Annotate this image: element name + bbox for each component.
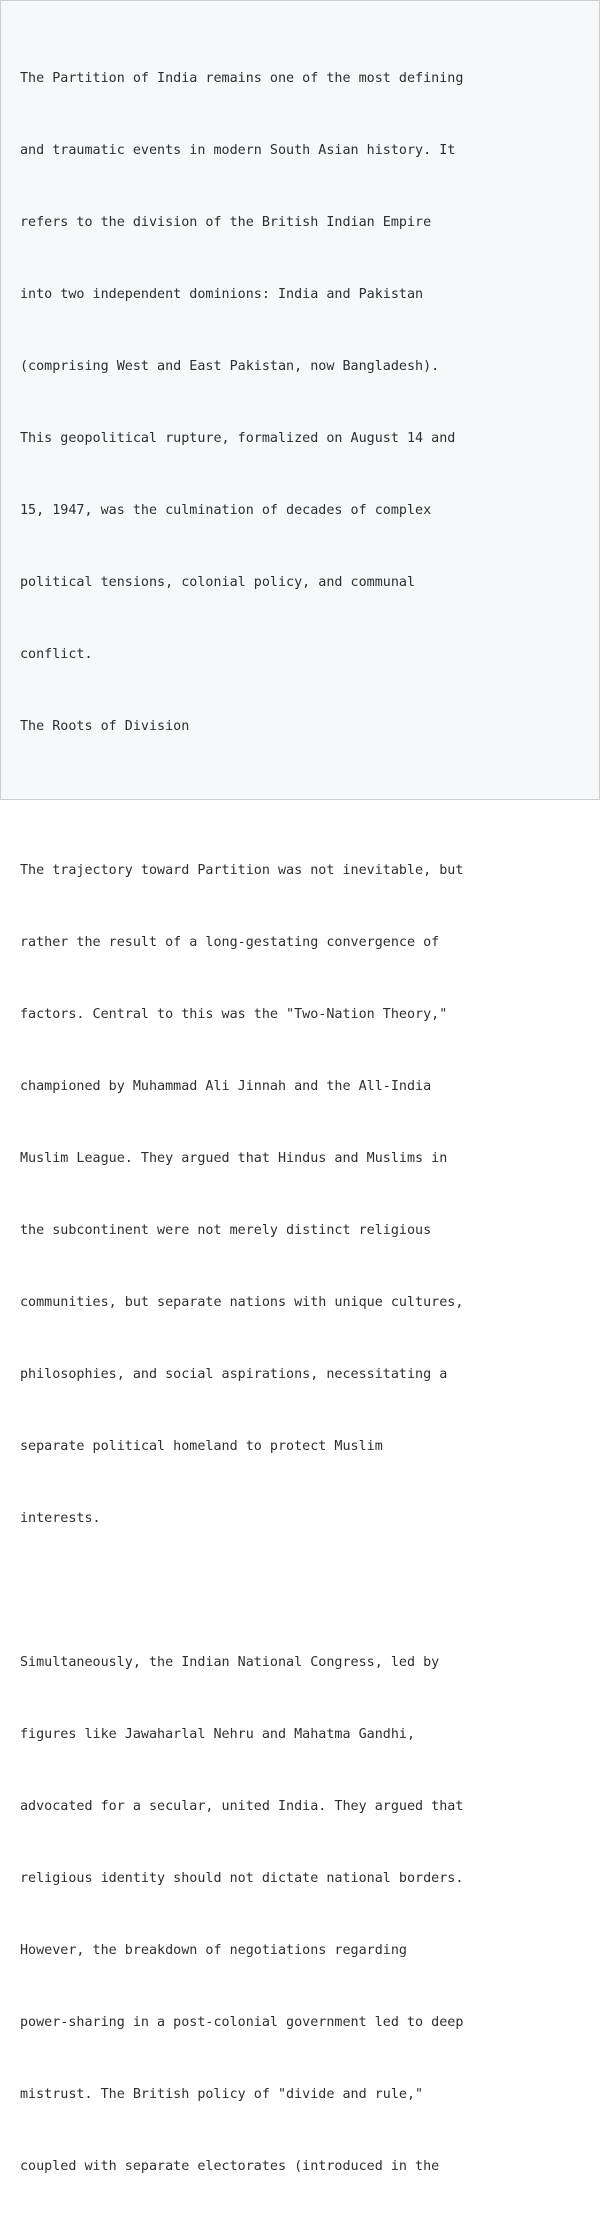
paragraph-line: advocated for a secular, united India. They argued that	[20, 1799, 464, 1814]
paragraph-line: religious identity should not dictate national borders.	[20, 1871, 464, 1886]
intro-line: political tensions, colonial policy, and communal	[20, 575, 416, 590]
intro-line: (comprising West and East Pakistan, now Bangladesh).	[20, 359, 440, 374]
paragraph-line: Simultaneously, the Indian National Congress, led by	[20, 1655, 440, 1670]
paragraph-line: interests.	[20, 1511, 101, 1526]
intro-line: This geopolitical rupture, formalized on August 14 and	[20, 431, 456, 446]
intro-line: refers to the division of the British Indian Empire	[20, 215, 432, 230]
paragraph-line: However, the breakdown of negotiations regarding	[20, 1943, 407, 1958]
paragraph-line: figures like Jawaharlal Nehru and Mahatma Gandhi,	[20, 1727, 416, 1742]
paragraph-line: The trajectory toward Partition was not inevitable, but	[20, 863, 464, 878]
paragraph-line: Muslim League. They argued that Hindus and Muslims in	[20, 1151, 448, 1166]
paragraph-line: power-sharing in a post-colonial government led to deep	[20, 2015, 464, 2030]
paragraph-line: rather the result of a long-gestating convergence of	[20, 935, 440, 950]
blank-line	[20, 787, 580, 811]
paragraph-line: the subcontinent were not merely distinct religious	[20, 1223, 432, 1238]
paragraph-line: mistrust. The British policy of "divide and rule,"	[20, 2087, 424, 2102]
document-body	[20, 19, 580, 2227]
section-heading: The Roots of Division	[20, 719, 190, 734]
paragraph-line: coupled with separate electorates (introduced in the	[20, 2159, 440, 2174]
intro-line: conflict.	[20, 647, 93, 662]
paragraph-line: philosophies, and social aspirations, necessitating a	[20, 1367, 448, 1382]
paragraph-line: factors. Central to this was the "Two-Nation Theory,"	[20, 1007, 448, 1022]
blank-line	[20, 1579, 580, 1603]
paragraph-line: championed by Muhammad Ali Jinnah and the All-India	[20, 1079, 432, 1094]
intro-line: into two independent dominions: India and Pakistan	[20, 287, 424, 302]
intro-line: 15, 1947, was the culmination of decades of complex	[20, 503, 432, 518]
paragraph-line: separate political homeland to protect Muslim	[20, 1439, 383, 1454]
intro-line: The Partition of India remains one of the most defining	[20, 71, 464, 86]
intro-line: and traumatic events in modern South Asian history. It	[20, 143, 456, 158]
paragraph-line: communities, but separate nations with unique cultures,	[20, 1295, 464, 1310]
